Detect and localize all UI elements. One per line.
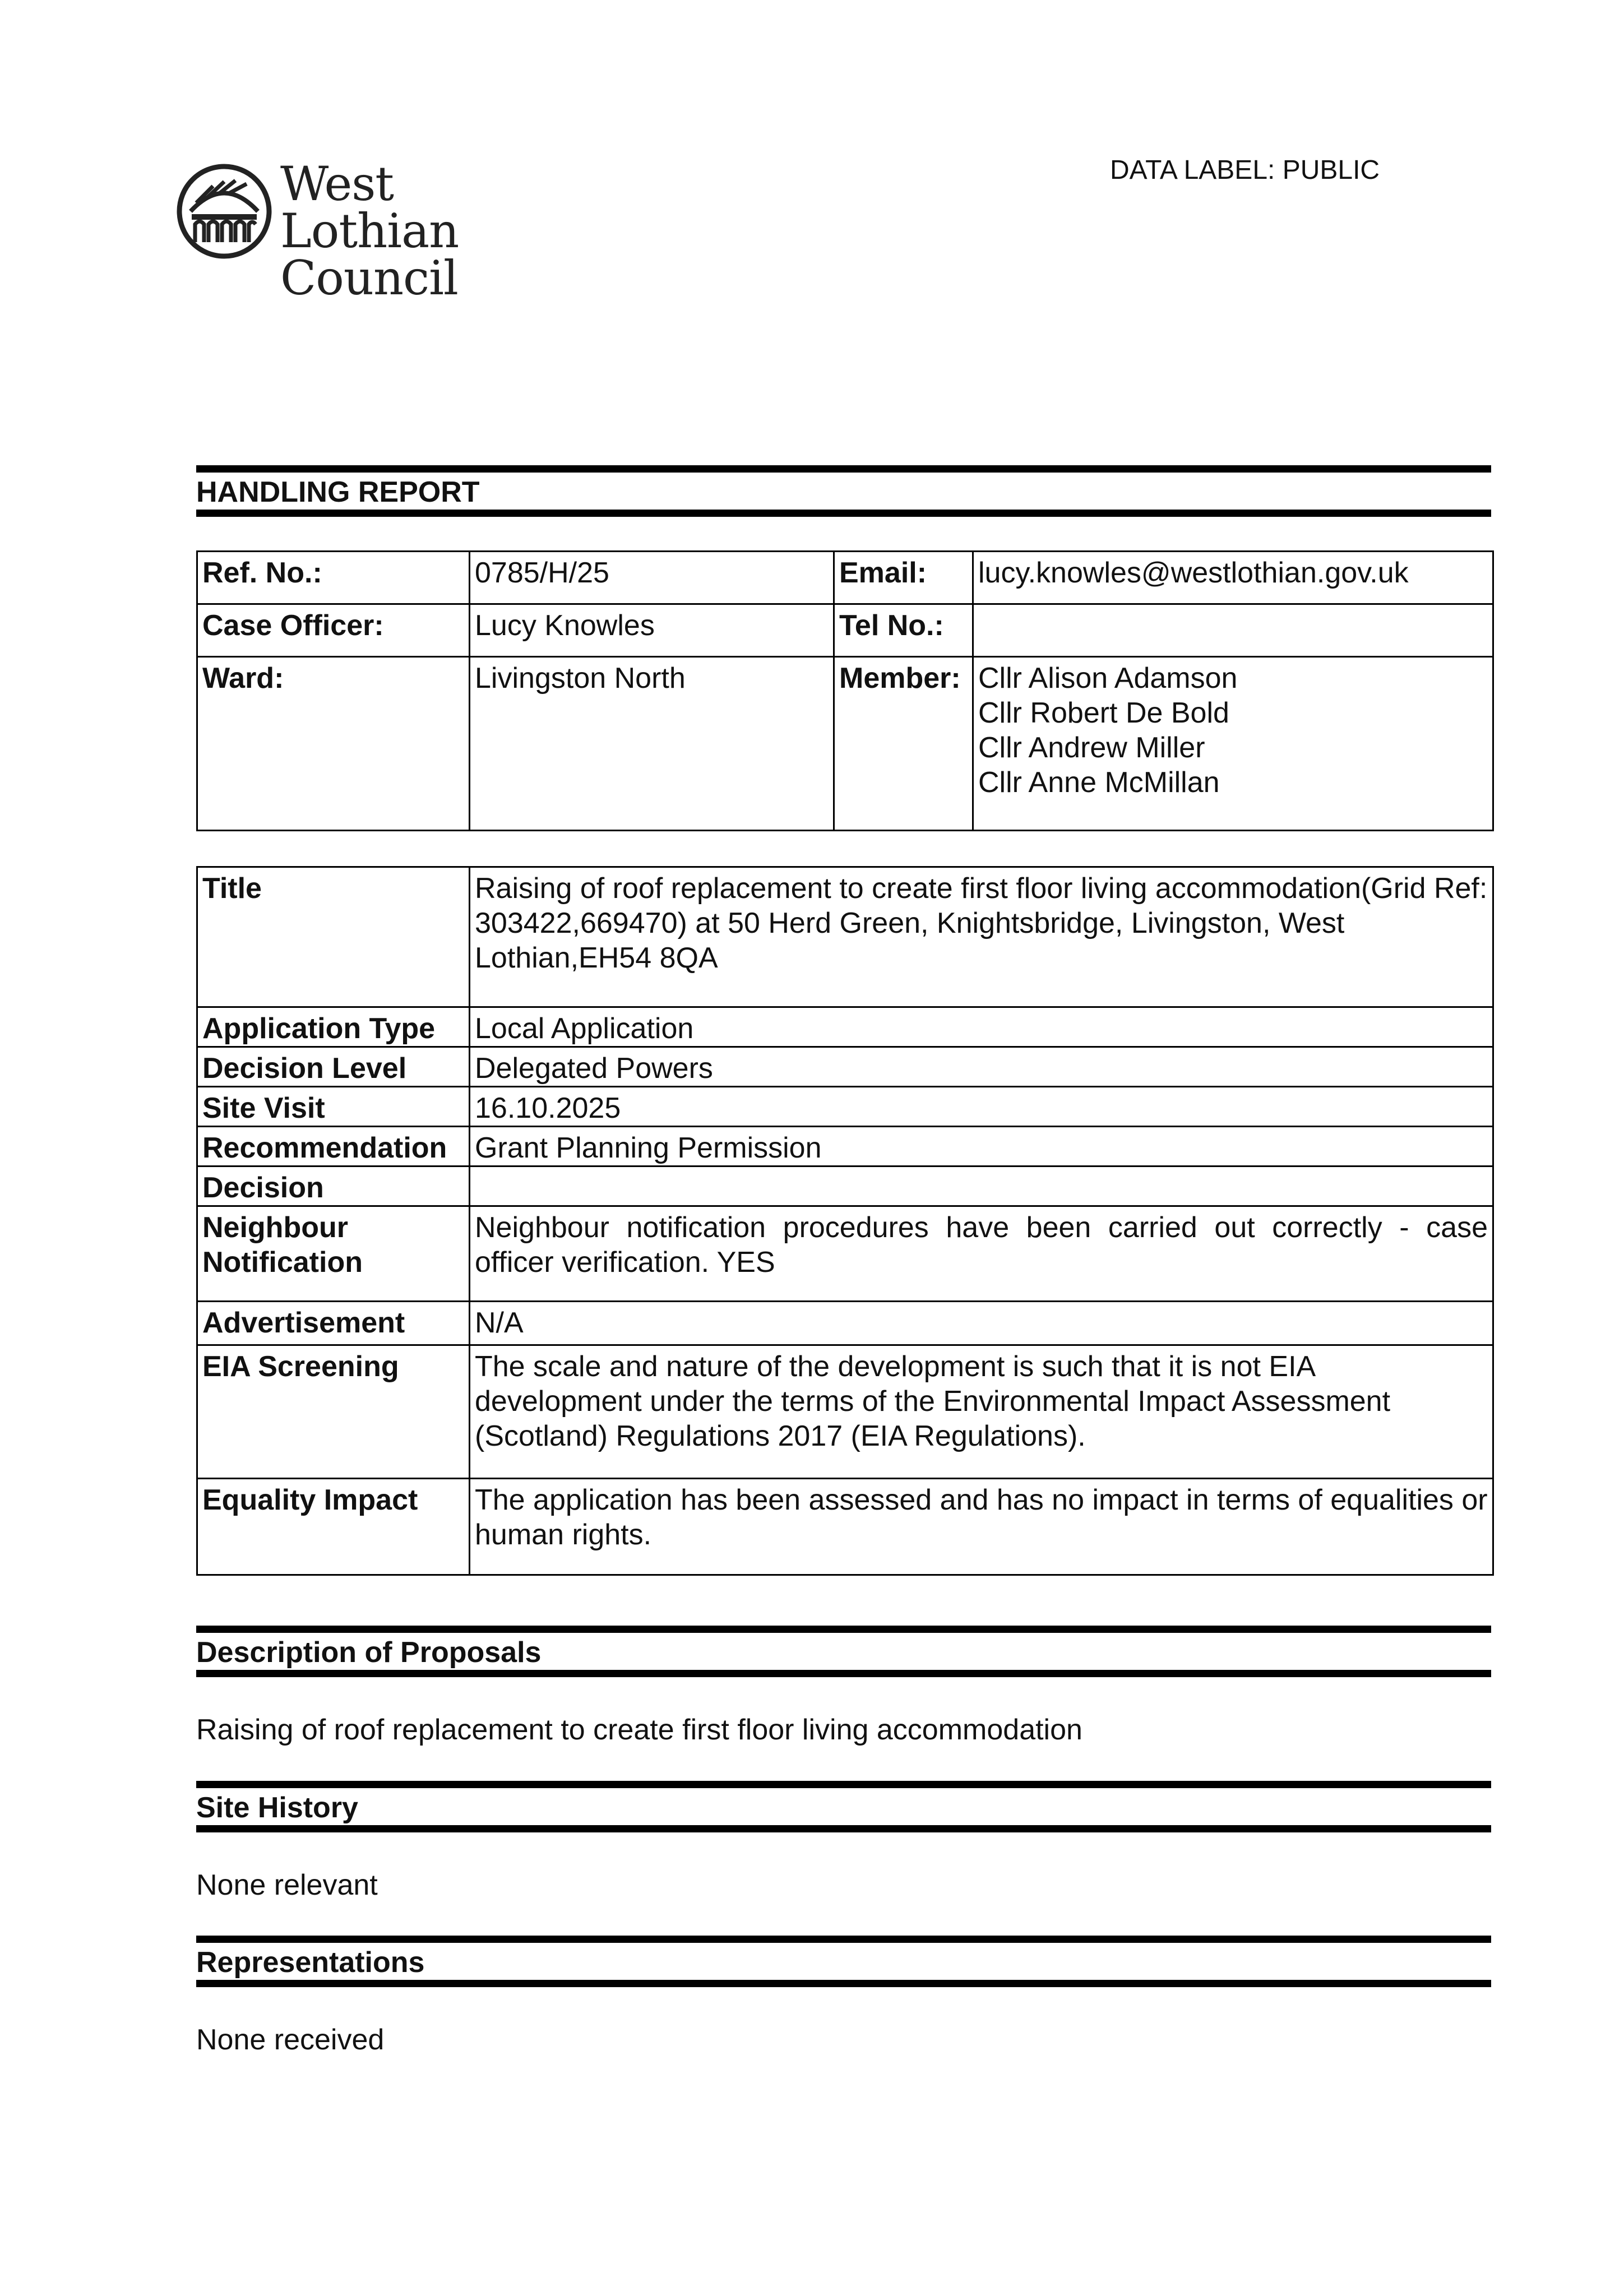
application-details-table <box>196 866 1494 1576</box>
member-label: Member: <box>834 657 973 831</box>
neighbour-notification-value: Neighbour notification procedures have been carried out correctly - case officer verification. YES <box>470 1206 1493 1302</box>
neighbour-notification-label: Neighbour Notification <box>197 1206 470 1302</box>
equality-impact-label: Equality Impact <box>197 1479 470 1575</box>
officer-value: Lucy Knowles <box>470 604 834 657</box>
member-item: Cllr Andrew Miller <box>978 732 1205 764</box>
representations-heading <box>196 1936 1491 1987</box>
decision-label: Decision <box>197 1166 470 1206</box>
table-row <box>197 1479 1493 1575</box>
table-row <box>197 1047 1493 1087</box>
application-type-value: Local Application <box>470 1007 1493 1047</box>
council-name-line1: West Lothian <box>280 156 459 258</box>
ref-label: Ref. No.: <box>197 552 470 604</box>
member-item: Cllr Alison Adamson <box>978 662 1238 695</box>
advertisement-label: Advertisement <box>197 1302 470 1345</box>
member-item: Cllr Robert De Bold <box>978 697 1229 729</box>
data-label: DATA LABEL: PUBLIC <box>1110 155 1380 185</box>
decision-value <box>470 1166 1493 1206</box>
table-row <box>197 1166 1493 1206</box>
eia-screening-label: EIA Screening <box>197 1345 470 1479</box>
recommendation-label: Recommendation <box>197 1127 470 1166</box>
representations-title: Representations <box>196 1946 425 1979</box>
council-name <box>280 156 566 305</box>
email-label: Email: <box>834 552 973 604</box>
council-name-line2: Council <box>280 251 458 305</box>
email-value: lucy.knowles@westlothian.gov.uk <box>973 552 1493 604</box>
officer-label: Case Officer: <box>197 604 470 657</box>
ref-value: 0785/H/25 <box>470 552 834 604</box>
proposals-text: Raising of roof replacement to create first floor living accommodation <box>196 1714 1082 1746</box>
equality-impact-value: The application has been assessed and has no impact in terms of equalities or human rights. <box>470 1479 1493 1575</box>
council-logo <box>174 156 566 305</box>
site-history-title: Site History <box>196 1792 358 1824</box>
report-title: HANDLING REPORT <box>196 476 480 508</box>
proposals-heading <box>196 1626 1491 1677</box>
title-label: Title <box>197 867 470 1007</box>
site-visit-value: 16.10.2025 <box>470 1087 1493 1127</box>
member-item: Cllr Anne McMillan <box>978 766 1220 799</box>
ward-label: Ward: <box>197 657 470 831</box>
viaduct-emblem-icon <box>174 158 275 265</box>
tel-value <box>973 604 1493 657</box>
site-history-text: None relevant <box>196 1869 378 1901</box>
decision-level-label: Decision Level <box>197 1047 470 1087</box>
site-visit-label: Site Visit <box>197 1087 470 1127</box>
table-row <box>197 1302 1493 1345</box>
table-row <box>197 1127 1493 1166</box>
application-type-label: Application Type <box>197 1007 470 1047</box>
member-list <box>973 657 1493 831</box>
proposals-title: Description of Proposals <box>196 1636 542 1669</box>
tel-label: Tel No.: <box>834 604 973 657</box>
handling-report-heading <box>196 465 1491 517</box>
title-value: Raising of roof replacement to create first floor living accommodation(Grid Ref: 303422,669470) at 50 Herd Green, Knightsbridge, Livingston, West Lothian,EH54 8QA <box>470 867 1493 1007</box>
representations-text: None received <box>196 2024 385 2056</box>
table-row <box>197 1007 1493 1047</box>
advertisement-value: N/A <box>470 1302 1493 1345</box>
site-history-heading <box>196 1781 1491 1832</box>
decision-level-value: Delegated Powers <box>470 1047 1493 1087</box>
recommendation-value: Grant Planning Permission <box>470 1127 1493 1166</box>
table-row <box>197 552 1493 604</box>
case-details-table <box>196 550 1494 831</box>
table-row <box>197 657 1493 831</box>
ward-value: Livingston North <box>470 657 834 831</box>
table-row <box>197 1087 1493 1127</box>
eia-screening-value: The scale and nature of the development is such that it is not EIA development under the terms of the Environmental Impact Assessment (Scotland) Regulations 2017 (EIA Regulations). <box>470 1345 1493 1479</box>
table-row <box>197 1206 1493 1302</box>
table-row <box>197 604 1493 657</box>
table-row <box>197 1345 1493 1479</box>
table-row <box>197 867 1493 1007</box>
